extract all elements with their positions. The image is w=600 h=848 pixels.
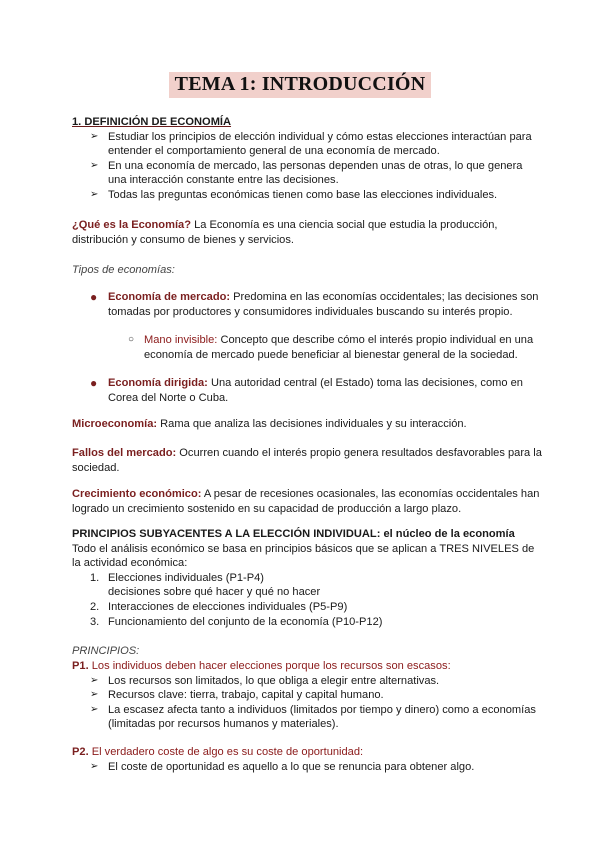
list-item bbox=[72, 600, 542, 615]
level-text: Elecciones individuales (P1-P4) bbox=[108, 571, 265, 584]
arrow-icon: ➢ bbox=[90, 130, 99, 142]
p1-tag: P1. bbox=[72, 660, 89, 672]
list-item bbox=[72, 159, 542, 188]
principio-p2 bbox=[72, 745, 542, 774]
dirigida-list bbox=[72, 376, 542, 405]
level-text: Interacciones de elecciones individuales (P5-P9) bbox=[108, 600, 348, 613]
que-es-paragraph bbox=[72, 218, 542, 247]
micro-term: Microeconomía: bbox=[72, 418, 158, 430]
arrow-icon: ➢ bbox=[90, 159, 99, 171]
tipos-label bbox=[72, 263, 542, 278]
principios-subyacentes bbox=[72, 527, 542, 629]
principios-intro: Todo el análisis económico se basa en principios básicos que se aplican a TRES NIVELES de la actividad económica: bbox=[72, 542, 535, 570]
bullet-icon: ● bbox=[90, 376, 98, 390]
mercado-text: Predomina en las economías occidentales; las decisiones son tomadas por productores y consumidores individuales buscando su interés propio. bbox=[108, 291, 539, 318]
arrow-icon: ➢ bbox=[90, 689, 99, 701]
fallos-text: Ocurren cuando el interés propio genera resultados desfavorables para la sociedad. bbox=[72, 447, 542, 474]
que-es-term: ¿Qué es la Economía? bbox=[72, 219, 191, 231]
bullet-icon: ● bbox=[90, 290, 98, 304]
dirigida-term: Economía dirigida: bbox=[108, 377, 208, 389]
mano-term: Mano invisible: bbox=[144, 334, 218, 346]
principios-heading: PRINCIPIOS SUBYACENTES A LA ELECCIÓN INDIVIDUAL: el núcleo de la economía bbox=[72, 528, 515, 540]
tipos-label-text: Tipos de economías: bbox=[72, 264, 175, 276]
list-item bbox=[72, 376, 542, 405]
mercado-term: Economía de mercado: bbox=[108, 291, 231, 303]
crecimiento-term: Crecimiento económico: bbox=[72, 488, 202, 500]
list-item bbox=[72, 703, 542, 732]
tipos-list bbox=[72, 290, 542, 319]
level-extra: decisiones sobre qué hacer y qué no hacer bbox=[108, 586, 321, 599]
list-item-text: Los recursos son limitados, lo que obliga a elegir entre alternativas. bbox=[108, 674, 440, 687]
principios-label bbox=[72, 644, 542, 659]
p2-title: El verdadero coste de algo es su coste de oportunidad: bbox=[88, 746, 364, 758]
principios-label-text: PRINCIPIOS: bbox=[72, 645, 140, 657]
list-item-text: Estudiar los principios de elección individual y cómo estas elecciones interactúan para entender el comportamiento general de una economía de mercado. bbox=[108, 130, 532, 158]
principio-p1 bbox=[72, 659, 542, 732]
section-definicion bbox=[72, 115, 542, 203]
p1-list bbox=[72, 674, 542, 732]
fallos-term: Fallos del mercado: bbox=[72, 447, 177, 459]
list-item-text: Todas las preguntas económicas tienen como base las elecciones individuales. bbox=[108, 188, 498, 201]
arrow-icon: ➢ bbox=[90, 760, 99, 772]
p1-title: Los individuos deben hacer elecciones porque los recursos son escasos: bbox=[88, 660, 451, 672]
title-wrap bbox=[0, 72, 600, 98]
level-number: 3. bbox=[90, 615, 100, 628]
list-item bbox=[72, 130, 542, 159]
list-item bbox=[72, 333, 542, 362]
list-item-text: La escasez afecta tanto a individuos (limitados por tiempo y dinero) como a economías (limitadas por recursos humanos y materiales). bbox=[108, 703, 536, 731]
circle-bullet-icon: ○ bbox=[128, 334, 135, 345]
list-item bbox=[72, 760, 542, 775]
crecimiento-paragraph bbox=[72, 487, 542, 516]
level-number: 1. bbox=[90, 571, 100, 584]
levels-list bbox=[72, 571, 542, 629]
list-item bbox=[72, 571, 542, 600]
fallos-paragraph bbox=[72, 446, 542, 475]
list-item bbox=[72, 674, 542, 689]
arrow-icon: ➢ bbox=[90, 703, 99, 715]
definition-list bbox=[72, 130, 542, 203]
que-es-text: La Economía es una ciencia social que estudia la producción, distribución y consumo de bienes y servicios. bbox=[72, 219, 498, 246]
level-number: 2. bbox=[90, 600, 100, 613]
p2-list bbox=[72, 760, 542, 775]
list-item-text: Recursos clave: tierra, trabajo, capital y capital humano. bbox=[108, 689, 384, 702]
micro-text: Rama que analiza las decisiones individuales y su interacción. bbox=[157, 418, 467, 430]
arrow-icon: ➢ bbox=[90, 674, 99, 686]
page-title: TEMA 1: INTRODUCCIÓN bbox=[169, 72, 432, 98]
list-item-text: En una economía de mercado, las personas dependen unas de otras, lo que genera una interacción constante entre las decisiones. bbox=[108, 159, 523, 187]
crecimiento-text: A pesar de recesiones ocasionales, las economías occidentales han logrado un crecimiento sostenido en su capacidad de producción a largo plazo. bbox=[72, 488, 540, 515]
list-item bbox=[72, 290, 542, 319]
level-text: Funcionamiento del conjunto de la economía (P10-P12) bbox=[108, 615, 383, 628]
list-item bbox=[72, 688, 542, 703]
mano-text: Concepto que describe cómo el interés propio individual en una economía de mercado puede beneficiar al bienestar general de la sociedad. bbox=[144, 334, 534, 361]
arrow-icon: ➢ bbox=[90, 188, 99, 200]
list-item-text: El coste de oportunidad es aquello a lo que se renuncia para obtener algo. bbox=[108, 760, 475, 773]
list-item bbox=[72, 188, 542, 203]
micro-paragraph bbox=[72, 417, 542, 432]
dirigida-text: Una autoridad central (el Estado) toma las decisiones, como en Corea del Norte o Cuba. bbox=[108, 377, 523, 404]
list-item bbox=[72, 615, 542, 630]
section-heading: 1. DEFINICIÓN DE ECONOMÍA bbox=[72, 116, 232, 128]
mano-list bbox=[72, 333, 542, 362]
p2-tag: P2. bbox=[72, 746, 89, 758]
